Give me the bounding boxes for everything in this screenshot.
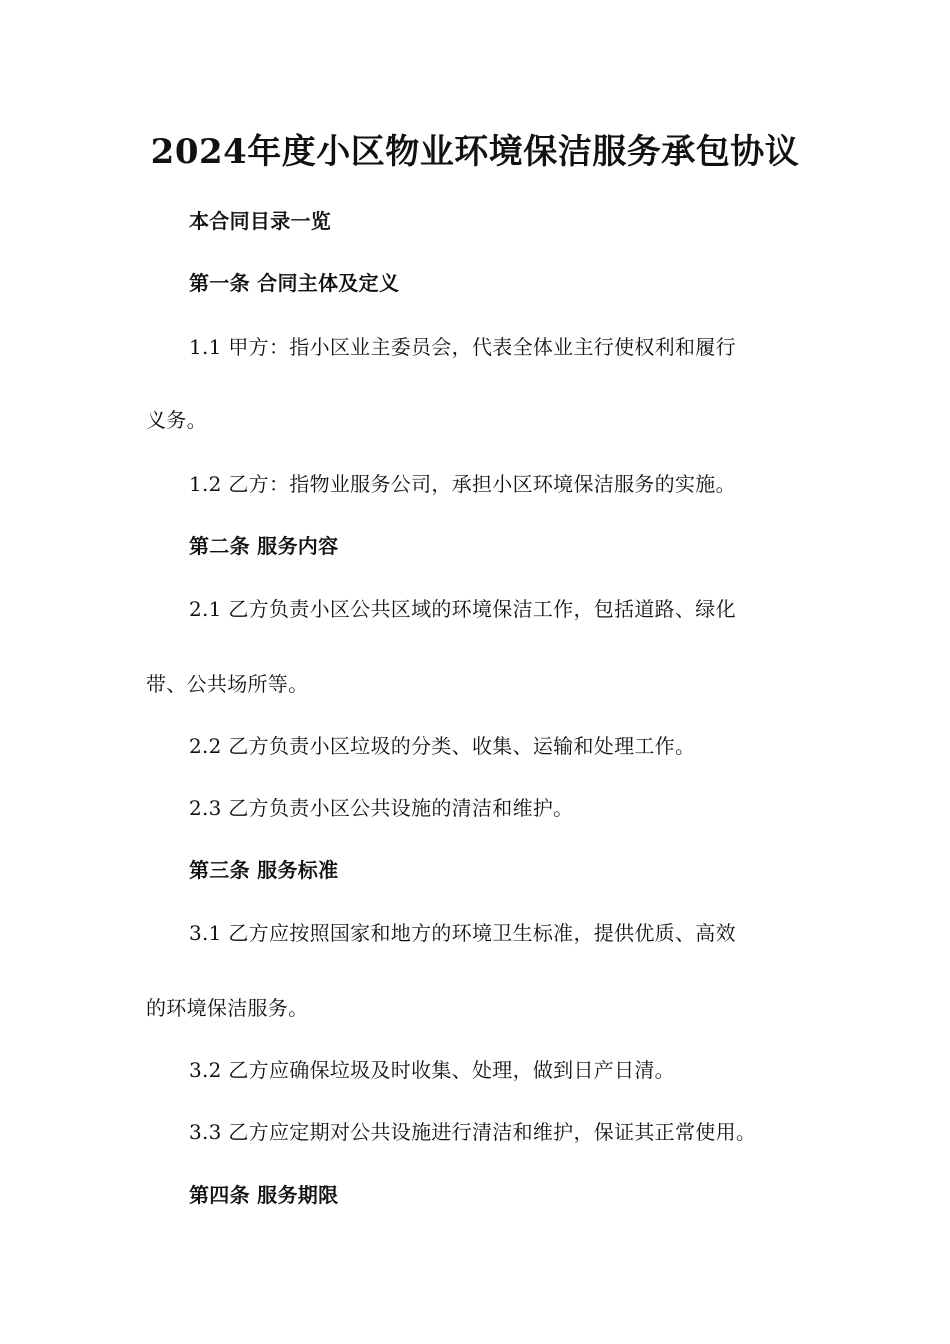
clause-2-1-line-1: 2.1 乙方负责小区公共区域的环境保洁工作，包括道路、绿化 — [189, 597, 736, 621]
section-heading-1: 第一条 合同主体及定义 — [189, 271, 400, 295]
clause-1-1-line-1: 1.1 甲方：指小区业主委员会，代表全体业主行使权利和履行 — [189, 335, 736, 359]
clause-2-3: 2.3 乙方负责小区公共设施的清洁和维护。 — [189, 796, 574, 820]
document-title: 2024年度小区物业环境保洁服务承包协议 — [150, 132, 800, 172]
clause-3-1-line-1: 3.1 乙方应按照国家和地方的环境卫生标准，提供优质、高效 — [189, 921, 736, 945]
clause-3-3: 3.3 乙方应定期对公共设施进行清洁和维护，保证其正常使用。 — [189, 1120, 757, 1144]
section-heading-4: 第四条 服务期限 — [189, 1183, 339, 1207]
section-heading-3: 第三条 服务标准 — [189, 858, 339, 882]
clause-1-2: 1.2 乙方：指物业服务公司，承担小区环境保洁服务的实施。 — [189, 472, 736, 496]
clause-1-1-line-2: 义务。 — [146, 408, 207, 432]
clause-3-1-line-2: 的环境保洁服务。 — [146, 996, 309, 1020]
section-heading-2: 第二条 服务内容 — [189, 534, 339, 558]
clause-2-1-line-2: 带、公共场所等。 — [146, 672, 309, 696]
clause-3-2: 3.2 乙方应确保垃圾及时收集、处理，做到日产日清。 — [189, 1058, 675, 1082]
clause-2-2: 2.2 乙方负责小区垃圾的分类、收集、运输和处理工作。 — [189, 734, 696, 758]
toc-label: 本合同目录一览 — [189, 209, 332, 233]
